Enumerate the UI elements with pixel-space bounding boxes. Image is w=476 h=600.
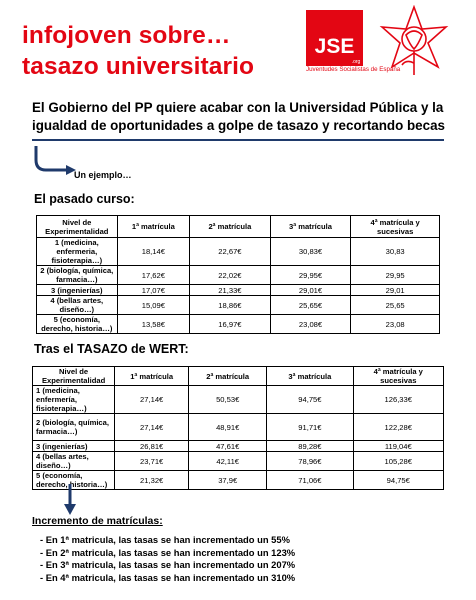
table-cell: 30,83 (351, 238, 440, 266)
table-cell: 23,08€ (270, 315, 351, 334)
header-cell: 3ª matrícula (267, 367, 353, 386)
table-cell: 29,01 (351, 285, 440, 296)
header-cell: 3ª matrícula (270, 216, 351, 238)
table-cell: 122,28€ (353, 414, 443, 441)
table-cell: 27,14€ (115, 414, 189, 441)
title-line-1: infojoven sobre… (22, 22, 231, 49)
level-cell: 1 (medicina, enfermería, fisioterapia…) (33, 386, 115, 414)
header-cell: Nivel de Experimentalidad (33, 367, 115, 386)
level-cell: 5 (economía, derecho, historia…) (37, 315, 118, 334)
logo-tagline: Juventudes Socialistas de España (306, 66, 401, 73)
table-row (33, 441, 444, 452)
header-cell: 1ª matrícula (115, 367, 189, 386)
list-item: - En 2ª matricula, las tasas se han incrementado un 123% (40, 546, 296, 558)
table-row (33, 414, 444, 441)
header-cell: 4ª matrícula y sucesivas (351, 216, 440, 238)
level-cell: 2 (biología, química, farmacia…) (33, 414, 115, 441)
down-arrow-icon (64, 484, 76, 516)
table-cell: 91,71€ (267, 414, 353, 441)
table-cell: 17,07€ (117, 285, 190, 296)
table-row (37, 296, 440, 315)
level-cell: 5 (economía, derecho, historia…) (33, 471, 115, 490)
headline: El Gobierno del PP quiere acabar con la Universidad Pública y la igualdad de oportunidades a golpe de tasazo y recortando becas (32, 100, 445, 133)
table-header-row (37, 216, 440, 238)
table-cell: 119,04€ (353, 441, 443, 452)
table-cell: 94,75€ (353, 471, 443, 490)
list-item: - En 4ª matricula, las tasas se han incrementado un 310% (40, 571, 296, 583)
table-cell: 126,33€ (353, 386, 443, 414)
level-cell: 3 (ingenierías) (37, 285, 118, 296)
table-cell: 13,58€ (117, 315, 190, 334)
increment-title: Incremento de matrículas: (32, 515, 163, 527)
table-cell: 29,95€ (270, 266, 351, 285)
table-cell: 22,02€ (190, 266, 271, 285)
table-row (33, 452, 444, 471)
table-cell: 25,65€ (270, 296, 351, 315)
table-cell: 105,28€ (353, 452, 443, 471)
table-cell: 37,9€ (189, 471, 267, 490)
list-item: - En 1ª matricula, las tasas se han incrementado un 55% (40, 534, 290, 545)
level-cell: 1 (medicina, enfermeria, fisioterapia…) (37, 238, 118, 266)
table-row (37, 238, 440, 266)
header-cell: 2ª matrícula (189, 367, 267, 386)
table-after-wert (32, 366, 444, 490)
table-row (37, 266, 440, 285)
header-cell: 2ª matrícula (190, 216, 271, 238)
table-header-row (33, 367, 444, 386)
table-row (33, 471, 444, 490)
logo-suffix: .org (351, 59, 361, 65)
table-cell: 71,06€ (267, 471, 353, 490)
table-cell: 30,83€ (270, 238, 351, 266)
table-cell: 50,53€ (189, 386, 267, 414)
logo-letters: JSE (314, 35, 355, 58)
table-row (37, 285, 440, 296)
curved-arrow-icon (30, 144, 80, 176)
table-cell: 78,96€ (267, 452, 353, 471)
table-cell: 26,81€ (115, 441, 189, 452)
page-title (22, 20, 312, 82)
table-row (33, 386, 444, 414)
header-cell: 1ª matrícula (117, 216, 190, 238)
table-cell: 15,09€ (117, 296, 190, 315)
example-label: Un ejemplo… (74, 170, 132, 180)
fist-rose-emblem-icon (382, 7, 446, 75)
level-cell: 4 (bellas artes, diseño…) (33, 452, 115, 471)
table-cell: 21,33€ (190, 285, 271, 296)
table-cell: 42,11€ (189, 452, 267, 471)
table-cell: 27,14€ (115, 386, 189, 414)
table-cell: 25,65 (351, 296, 440, 315)
table-last-year (36, 215, 440, 334)
list-item: - En 3ª matricula, las tasas se han incrementado un 207% (40, 559, 296, 570)
table-cell: 22,67€ (190, 238, 271, 266)
increment-list (40, 534, 295, 584)
level-cell: 3 (ingenierías) (33, 441, 115, 452)
table-cell: 47,61€ (189, 441, 267, 452)
level-cell: 2 (biología, química, farmacia…) (37, 266, 118, 285)
table-cell: 23,08 (351, 315, 440, 334)
headline-divider (32, 139, 444, 141)
section-after-wert-title: Tras el TASAZO de WERT: (34, 342, 189, 356)
table-cell: 16,97€ (190, 315, 271, 334)
table-row (37, 315, 440, 334)
table-cell: 21,32€ (115, 471, 189, 490)
section-last-year-title: El pasado curso: (34, 192, 135, 206)
table-cell: 89,28€ (267, 441, 353, 452)
title-line-2: tasazo universitario (22, 53, 255, 80)
table-cell: 18,86€ (190, 296, 271, 315)
table-cell: 18,14€ (117, 238, 190, 266)
header-cell: 4ª matrícula y sucesivas (353, 367, 443, 386)
table-cell: 29,95 (351, 266, 440, 285)
table-cell: 17,62€ (117, 266, 190, 285)
header-cell: Nivel de Experimentalidad (37, 216, 118, 238)
table-cell: 94,75€ (267, 386, 353, 414)
table-cell: 23,71€ (115, 452, 189, 471)
table-cell: 48,91€ (189, 414, 267, 441)
level-cell: 4 (bellas artes, diseño…) (37, 296, 118, 315)
table-cell: 29,01€ (270, 285, 351, 296)
